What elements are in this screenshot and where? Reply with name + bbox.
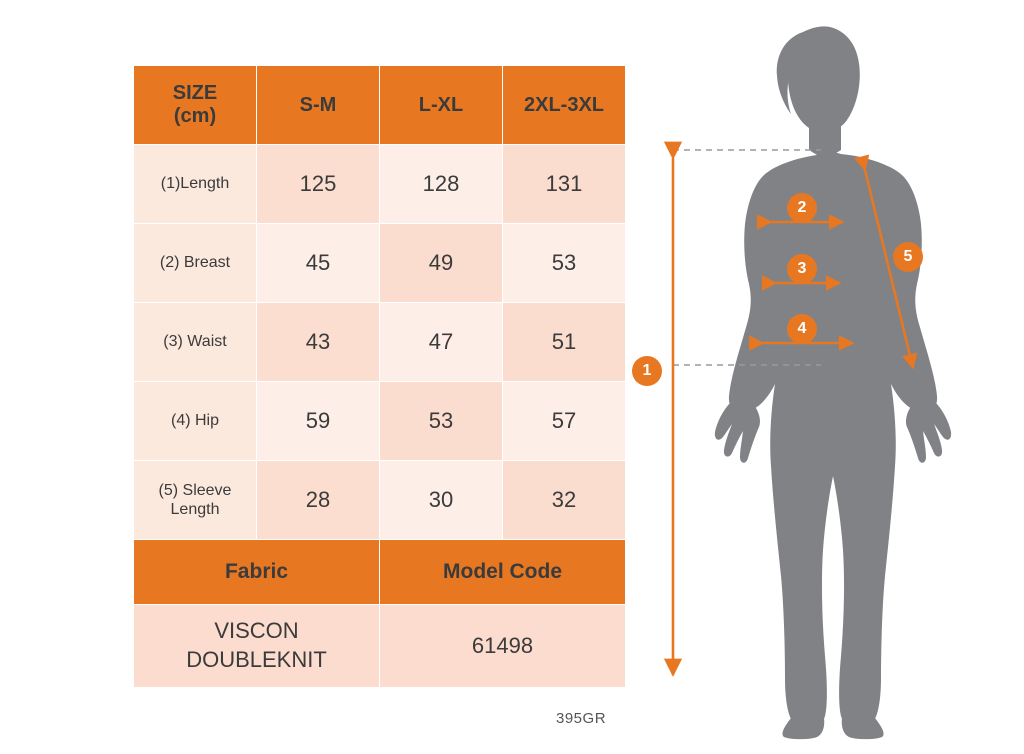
header-size-lxl: L-XL: [380, 66, 503, 145]
badge-2-breast: 2: [788, 194, 816, 222]
header-size-line1: SIZE: [172, 82, 218, 104]
badge-5-sleeve-length: 5: [894, 243, 922, 271]
body-silhouette-icon: [625, 10, 1015, 744]
cell-waist-2xl3xl: 51: [503, 303, 626, 382]
cell-waist-sm: 43: [257, 303, 380, 382]
fabric-value-row: [134, 605, 626, 688]
cell-hip-sm: 59: [257, 382, 380, 461]
cell-length-lxl: 128: [380, 145, 503, 224]
fabric-weight-label: 395GR: [556, 710, 607, 727]
header-model-code: Model Code: [380, 540, 626, 605]
row-label-sleeve-line2: Length: [170, 501, 220, 518]
table-row: [134, 224, 626, 303]
row-label-breast: (2) Breast: [134, 224, 257, 303]
table-header-row: [134, 66, 626, 145]
cell-length-2xl3xl: 131: [503, 145, 626, 224]
cell-breast-2xl3xl: 53: [503, 224, 626, 303]
header-fabric: Fabric: [134, 540, 380, 605]
badge-1-length: 1: [633, 357, 661, 385]
header-size-2xl3xl: 2XL-3XL: [503, 66, 626, 145]
header-size-unit: [134, 66, 257, 145]
table-row: [134, 145, 626, 224]
value-fabric-line1: VISCON: [214, 618, 299, 644]
cell-breast-sm: 45: [257, 224, 380, 303]
row-label-hip: (4) Hip: [134, 382, 257, 461]
size-chart-table: [133, 65, 626, 688]
cell-length-sm: 125: [257, 145, 380, 224]
cell-waist-lxl: 47: [380, 303, 503, 382]
value-model-code: 61498: [380, 605, 626, 688]
cell-breast-lxl: 49: [380, 224, 503, 303]
badge-4-hip: 4: [788, 315, 816, 343]
row-label-sleeve-length: [134, 461, 257, 540]
value-fabric-line2: DOUBLEKNIT: [186, 647, 327, 672]
table-row: [134, 382, 626, 461]
header-size-sm: S-M: [257, 66, 380, 145]
measurement-figure: [625, 10, 1015, 744]
header-size-line2: (cm): [173, 105, 217, 127]
cell-hip-2xl3xl: 57: [503, 382, 626, 461]
cell-hip-lxl: 53: [380, 382, 503, 461]
fabric-header-row: [134, 540, 626, 605]
cell-sleeve-2xl3xl: 32: [503, 461, 626, 540]
table-row: [134, 303, 626, 382]
row-label-length: (1)Length: [134, 145, 257, 224]
row-label-waist: (3) Waist: [134, 303, 257, 382]
badge-3-waist: 3: [788, 255, 816, 283]
cell-sleeve-sm: 28: [257, 461, 380, 540]
value-fabric: [134, 605, 380, 688]
row-label-sleeve-line1: (5) Sleeve: [158, 481, 232, 499]
table-row: [134, 461, 626, 540]
cell-sleeve-lxl: 30: [380, 461, 503, 540]
